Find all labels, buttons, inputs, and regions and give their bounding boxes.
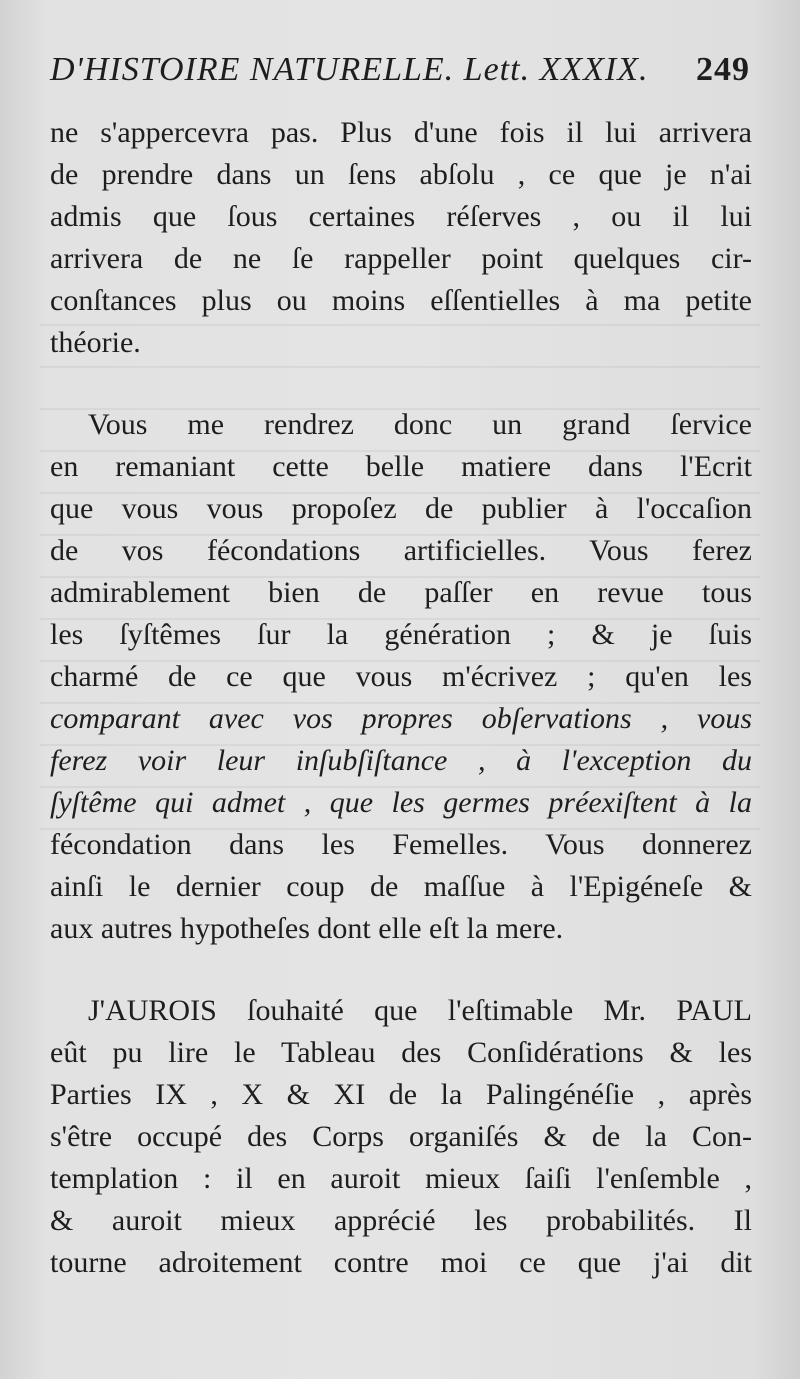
text-line: aux autres hypotheſes dont elle eſt la mere.: [50, 912, 564, 945]
paragraph-2: [50, 404, 752, 950]
text-line: ne s'appercevra pas. Plus d'une fois il lui arrivera: [50, 116, 752, 149]
paragraph-3: [50, 990, 752, 1284]
text-line: les ſyſtêmes ſur la génération ; & je ſuis: [50, 618, 752, 651]
text-body: [50, 112, 752, 1284]
text-line: J'AUROIS ſouhaité que l'eſtimable Mr. PAUL: [88, 994, 752, 1027]
running-title: D'HISTOIRE NATURELLE. Lett. XXXIX.: [50, 51, 649, 88]
text-line: ſyſtême qui admet , que les germes préexiſtent à la: [50, 786, 752, 819]
text-line: conſtances plus ou moins eſſentielles à ma petite: [50, 284, 752, 317]
text-line: ainſi le dernier coup de maſſue à l'Epigéneſe &: [50, 870, 752, 903]
paragraph-1: [50, 112, 752, 364]
text-line: templation : il en auroit mieux ſaiſi l'enſemble ,: [50, 1162, 752, 1195]
text-line: charmé de ce que vous m'écrivez ; qu'en les: [50, 660, 752, 693]
text-line: en remaniant cette belle matiere dans l'Ecrit: [50, 450, 752, 483]
text-line: eût pu lire le Tableau des Conſidérations & les: [50, 1036, 752, 1069]
text-line: de vos fécondations artificielles. Vous ferez: [50, 534, 752, 567]
text-line: tourne adroitement contre moi ce que j'ai dit: [50, 1246, 752, 1279]
text-line: & auroit mieux apprécié les probabilités. Il: [50, 1204, 752, 1237]
running-header: [50, 40, 750, 100]
text-line: Parties IX , X & XI de la Palingénéſie , après: [50, 1078, 752, 1111]
text-line: de prendre dans un ſens abſolu , ce que je n'ai: [50, 158, 752, 191]
text-line: théorie.: [50, 326, 141, 359]
text-line: que vous vous propoſez de publier à l'occaſion: [50, 492, 752, 525]
text-line: admis que ſous certaines réſerves , ou il lui: [50, 200, 752, 233]
text-line: comparant avec vos propres obſervations , vous: [50, 702, 752, 735]
text-line: s'être occupé des Corps organiſés & de la Con-: [50, 1120, 752, 1153]
text-line: ferez voir leur inſubſiſtance , à l'exception du: [50, 744, 752, 777]
text-line: fécondation dans les Femelles. Vous donnerez: [50, 828, 752, 861]
text-line: arrivera de ne ſe rappeller point quelques cir-: [50, 242, 752, 275]
page-number: 249: [696, 51, 750, 88]
text-line: admirablement bien de paſſer en revue tous: [50, 576, 752, 609]
text-line: Vous me rendrez donc un grand ſervice: [88, 408, 752, 441]
